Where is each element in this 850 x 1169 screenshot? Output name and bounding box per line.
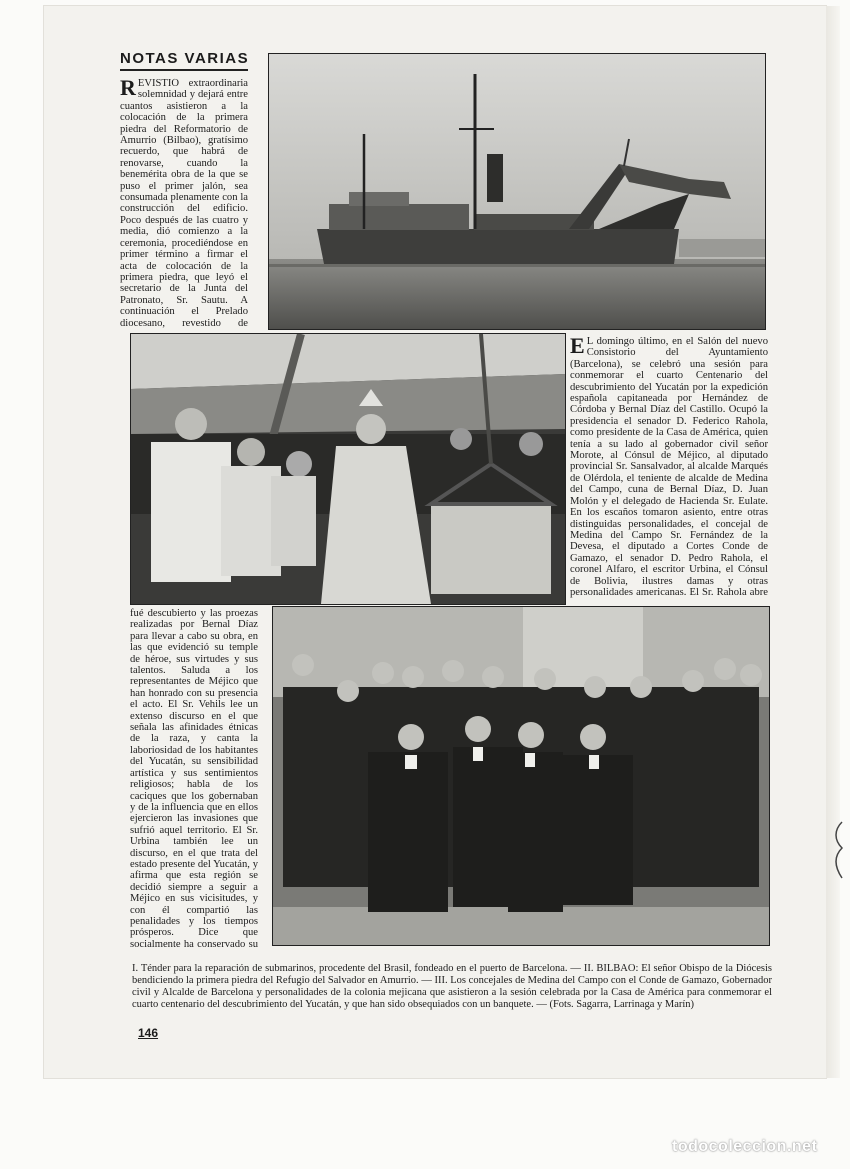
column-1-text: EVISTIÓ extraordinaria solemnidad y dejará entre cuantos asistieron a la colocación de la primera piedra del Reformatorio de Amurrio (Bilbao), gratísimo recuerdo, que habrá de renovarse, cuando la benemérita obra de la que se puso el primer jalón, sea consumada plenamente con la construcción del edificio. Poco después de las cuatro y media, dió comienzo a la ceremonia, procediéndose en primer término a firmar el acta de colocación de la primera piedra, que leyó el secretario de la Junta del Patronato, Sr. Sautu. A continuación el Prelado diocesano, revestido de (120, 78, 248, 328)
section-heading: NOTAS VARIAS (120, 50, 248, 71)
photo-bishop-blessing (130, 333, 566, 605)
drop-cap: R (120, 78, 136, 100)
article-column-3 (130, 608, 258, 948)
binder-clip-icon (832, 820, 846, 880)
watermark: todocoleccion.net (672, 1138, 818, 1155)
page-number: 146 (138, 1026, 159, 1040)
photo-submarine-tender (268, 53, 766, 330)
column-3-text: fué descubierto y las proezas realizadas por Bernal Díaz para llevar a cabo su obra, en las que evidenció su temple de héroe, sus virtudes y sus talentos. Saluda a los representantes de Méjico que han honrado con su presencia el acto. El Sr. Vehils lee un extenso discurso en el que señala las afinidades étnicas de la raza, y canta la laboriosidad de los habitantes del Yucatán, su sensibilidad artística y sus sentimientos religiosos; habla de los caciques que los gobernaban y de la influencia que en ellos ejercieron las invasiones que sufrió aquel territorio. El Sr. Urbina también lee un discurso, en el que trata del estado presente del Yucatán, y afirma que esta región se decidió siempre a seguir a Méjico en sus vicisitudes, y con él compartió las penalidades y los tiempos prósperos. Dice que socialmente ha conservado su (130, 608, 258, 948)
photo-caption: I. Ténder para la reparación de submarinos, procedente del Brasil, fondeado en el puerto de Barcelona. — II. BILBAO: El señor Obispo de la Diócesis bendiciendo la primera piedra del Refugio del Salvador en Amurrio. — III. Los concejales de Medina del Campo con el Conde de Gamazo, Gobernador civil y Alcalde de Barcelona y personalidades de la colonia mejicana que asistieron a la sesión celebrada por la Casa de América para conmemorar el cuarto centenario del descubrimiento del Yucatán, y que han sido obsequiados con un banquete. — (Fots. Sagarra, Larrinaga y Marín) (132, 963, 772, 1010)
column-2-text: L domingo último, en el Salón del nuevo Consistorio del Ayuntamiento (Barcelona), se celebró una sesión para conmemorar el cuarto Centenario del descubrimiento del Yucatán por la expedición española capitaneada por Hernández de Córdoba y Bernal Díaz del Castillo. Ocupó la presidencia el senador D. Federico Rahola, como presidente de la Casa de América, quien tenía a su lado al gobernador civil señor Morote, al Cónsul de Méjico, al diputado provincial Sr. Sansalvador, al alcalde Marqués de Olérdola, el teniente de alcalde de Medina del Campo, cuna de Bernal Díaz, D. Juan Molón y el delegado de Hacienda Sr. Eulate. En los escaños tomaron asiento, entre otras distinguidas personalidades, el concejal de Medina del Campo Sr. Fernández de la Devesa, el diputado a Cortes Conde de Gamazo, el senador D. Pedro Rahola, el coronel Alfaro, el escritor Urbina, el Cónsul de Bolivia, ilustres damas y otras personalidades americanas. El Sr. Rahola abre (570, 336, 768, 598)
drop-cap: E (570, 336, 585, 358)
article-column-1 (120, 78, 248, 328)
page-edge (826, 6, 840, 1078)
photo-group-portrait (272, 606, 770, 946)
article-column-2 (570, 336, 768, 598)
